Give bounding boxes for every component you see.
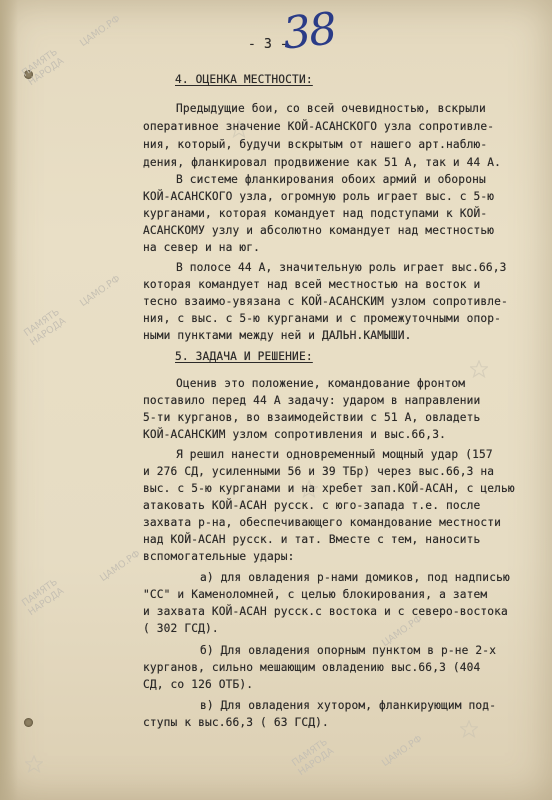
text-line: КОЙ-АСАНСКОГО узла, огромную роль играет выс. с 5-ю <box>143 190 495 203</box>
page-edge-shadow <box>0 0 18 800</box>
watermark-site-text: ЦАМО.РФ <box>380 733 425 770</box>
text-line: вспомогательные удары: <box>143 550 295 563</box>
text-line: и 276 СД, усиленными 56 и 39 ТБр) через выс.66,3 на <box>143 465 495 478</box>
text-line: ( 302 ГСД). <box>143 622 219 635</box>
text-line: поставило перед 44 А задачу: ударом в направлении <box>143 394 481 407</box>
text-line: которая командует над всей местностью на восток и <box>143 278 481 291</box>
text-line: ными пунктами между ней и ДАЛЬН.КАМЫШИ. <box>143 329 412 342</box>
page-number-handwritten: 38 <box>280 3 338 60</box>
text-line: курганов, сильно мешающим овладению выс.66,3 (404 <box>143 661 481 674</box>
text-line: тесно взаимо-увязана с КОЙ-АСАНСКИМ узлом сопротивле- <box>143 295 508 308</box>
watermark-brand-text: ПАМЯТЬ НАРОДА <box>20 46 67 89</box>
watermark-site-text: ЦАМО.РФ <box>78 13 123 50</box>
text-line: б) Для овладения опорным пунктом в р-не 2-х <box>200 644 497 657</box>
text-line: оперативное значение КОЙ-АСАНСКОГО узла сопротивле- <box>143 120 495 133</box>
watermark-site-text: ЦАМО.РФ <box>98 548 143 585</box>
text-line: захвата р-на, обеспечивающего командование местности <box>143 516 502 529</box>
text-line: АСАНСКОМУ узлу и абсолютно командует над местностью <box>143 224 495 237</box>
section-heading-task-and-decision: 5. ЗАДАЧА И РЕШЕНИЕ: <box>175 350 313 363</box>
text-line: дения, фланкировал продвижение как 51 А, так и 44 А. <box>143 156 502 169</box>
page-number-typed: - 3 - <box>248 37 288 52</box>
text-line: атаковать КОЙ-АСАН русск. с юго-запада т.е. после <box>143 499 481 512</box>
watermark-star-icon <box>25 755 43 773</box>
watermark-site-text: ЦАМО.РФ <box>380 613 425 650</box>
binding-hole <box>24 718 33 727</box>
text-line: СД, со 126 ОТБ). <box>143 678 254 691</box>
watermark-brand-text: ПАМЯТЬ НАРОДА <box>20 576 67 619</box>
text-line: на север и на юг. <box>143 241 261 254</box>
watermark-star-icon <box>470 360 488 378</box>
watermark-star-icon <box>460 720 478 738</box>
text-line: выс. с 5-ю курганами и на хребет зап.КОЙ-АСАН, с целью <box>143 482 515 495</box>
text-line: Я решил нанести одновременный мощный удар (157 <box>176 448 493 461</box>
text-line: курганами, которая командует над подступами к КОЙ- <box>143 207 488 220</box>
text-line: а) для овладения р-нами домиков, под надписью <box>200 571 510 584</box>
text-line: В системе фланкирования обоих армий и обороны <box>176 173 486 186</box>
text-line: Предыдущие бои, со всей очевидностью, вскрыли <box>176 102 486 115</box>
text-line: 5-ти курганов, во взаимодействии с 51 А, овладеть <box>143 411 481 424</box>
text-line: ния, который, будучи вскрытым от нашего арт.наблю- <box>143 138 488 151</box>
text-line: и захвата КОЙ-АСАН русск.с востока и с северо-востока <box>143 605 508 618</box>
text-line: Оценив это положение, командование фронтом <box>176 377 466 390</box>
text-line: в) Для овладения хутором, фланкирующим под- <box>200 699 497 712</box>
text-line: ступы к выс.66,3 ( 63 ГСД). <box>143 716 329 729</box>
text-line: над КОЙ-АСАН русск. и тат. Вместе с тем, наносить <box>143 533 481 546</box>
text-line: КОЙ-АСАНСКИМ узлом сопротивления и выс.66,3. <box>143 428 446 441</box>
text-line: В полосе 44 А, значительную роль играет выс.66,3 <box>176 261 507 274</box>
watermark-site-text: ЦАМО.РФ <box>78 273 123 310</box>
text-line: ния, с выс. с 5-ю курганами и с промежуточными опор- <box>143 312 502 325</box>
text-line: "СС" и Каменоломней, с целью блокирования, а затем <box>143 588 488 601</box>
section-heading-terrain: 4. ОЦЕНКА МЕСТНОСТИ: <box>175 73 313 86</box>
watermark-brand-text: ПАМЯТЬ НАРОДА <box>22 306 69 349</box>
watermark-brand-text: ПАМЯТЬ НАРОДА <box>290 736 337 779</box>
